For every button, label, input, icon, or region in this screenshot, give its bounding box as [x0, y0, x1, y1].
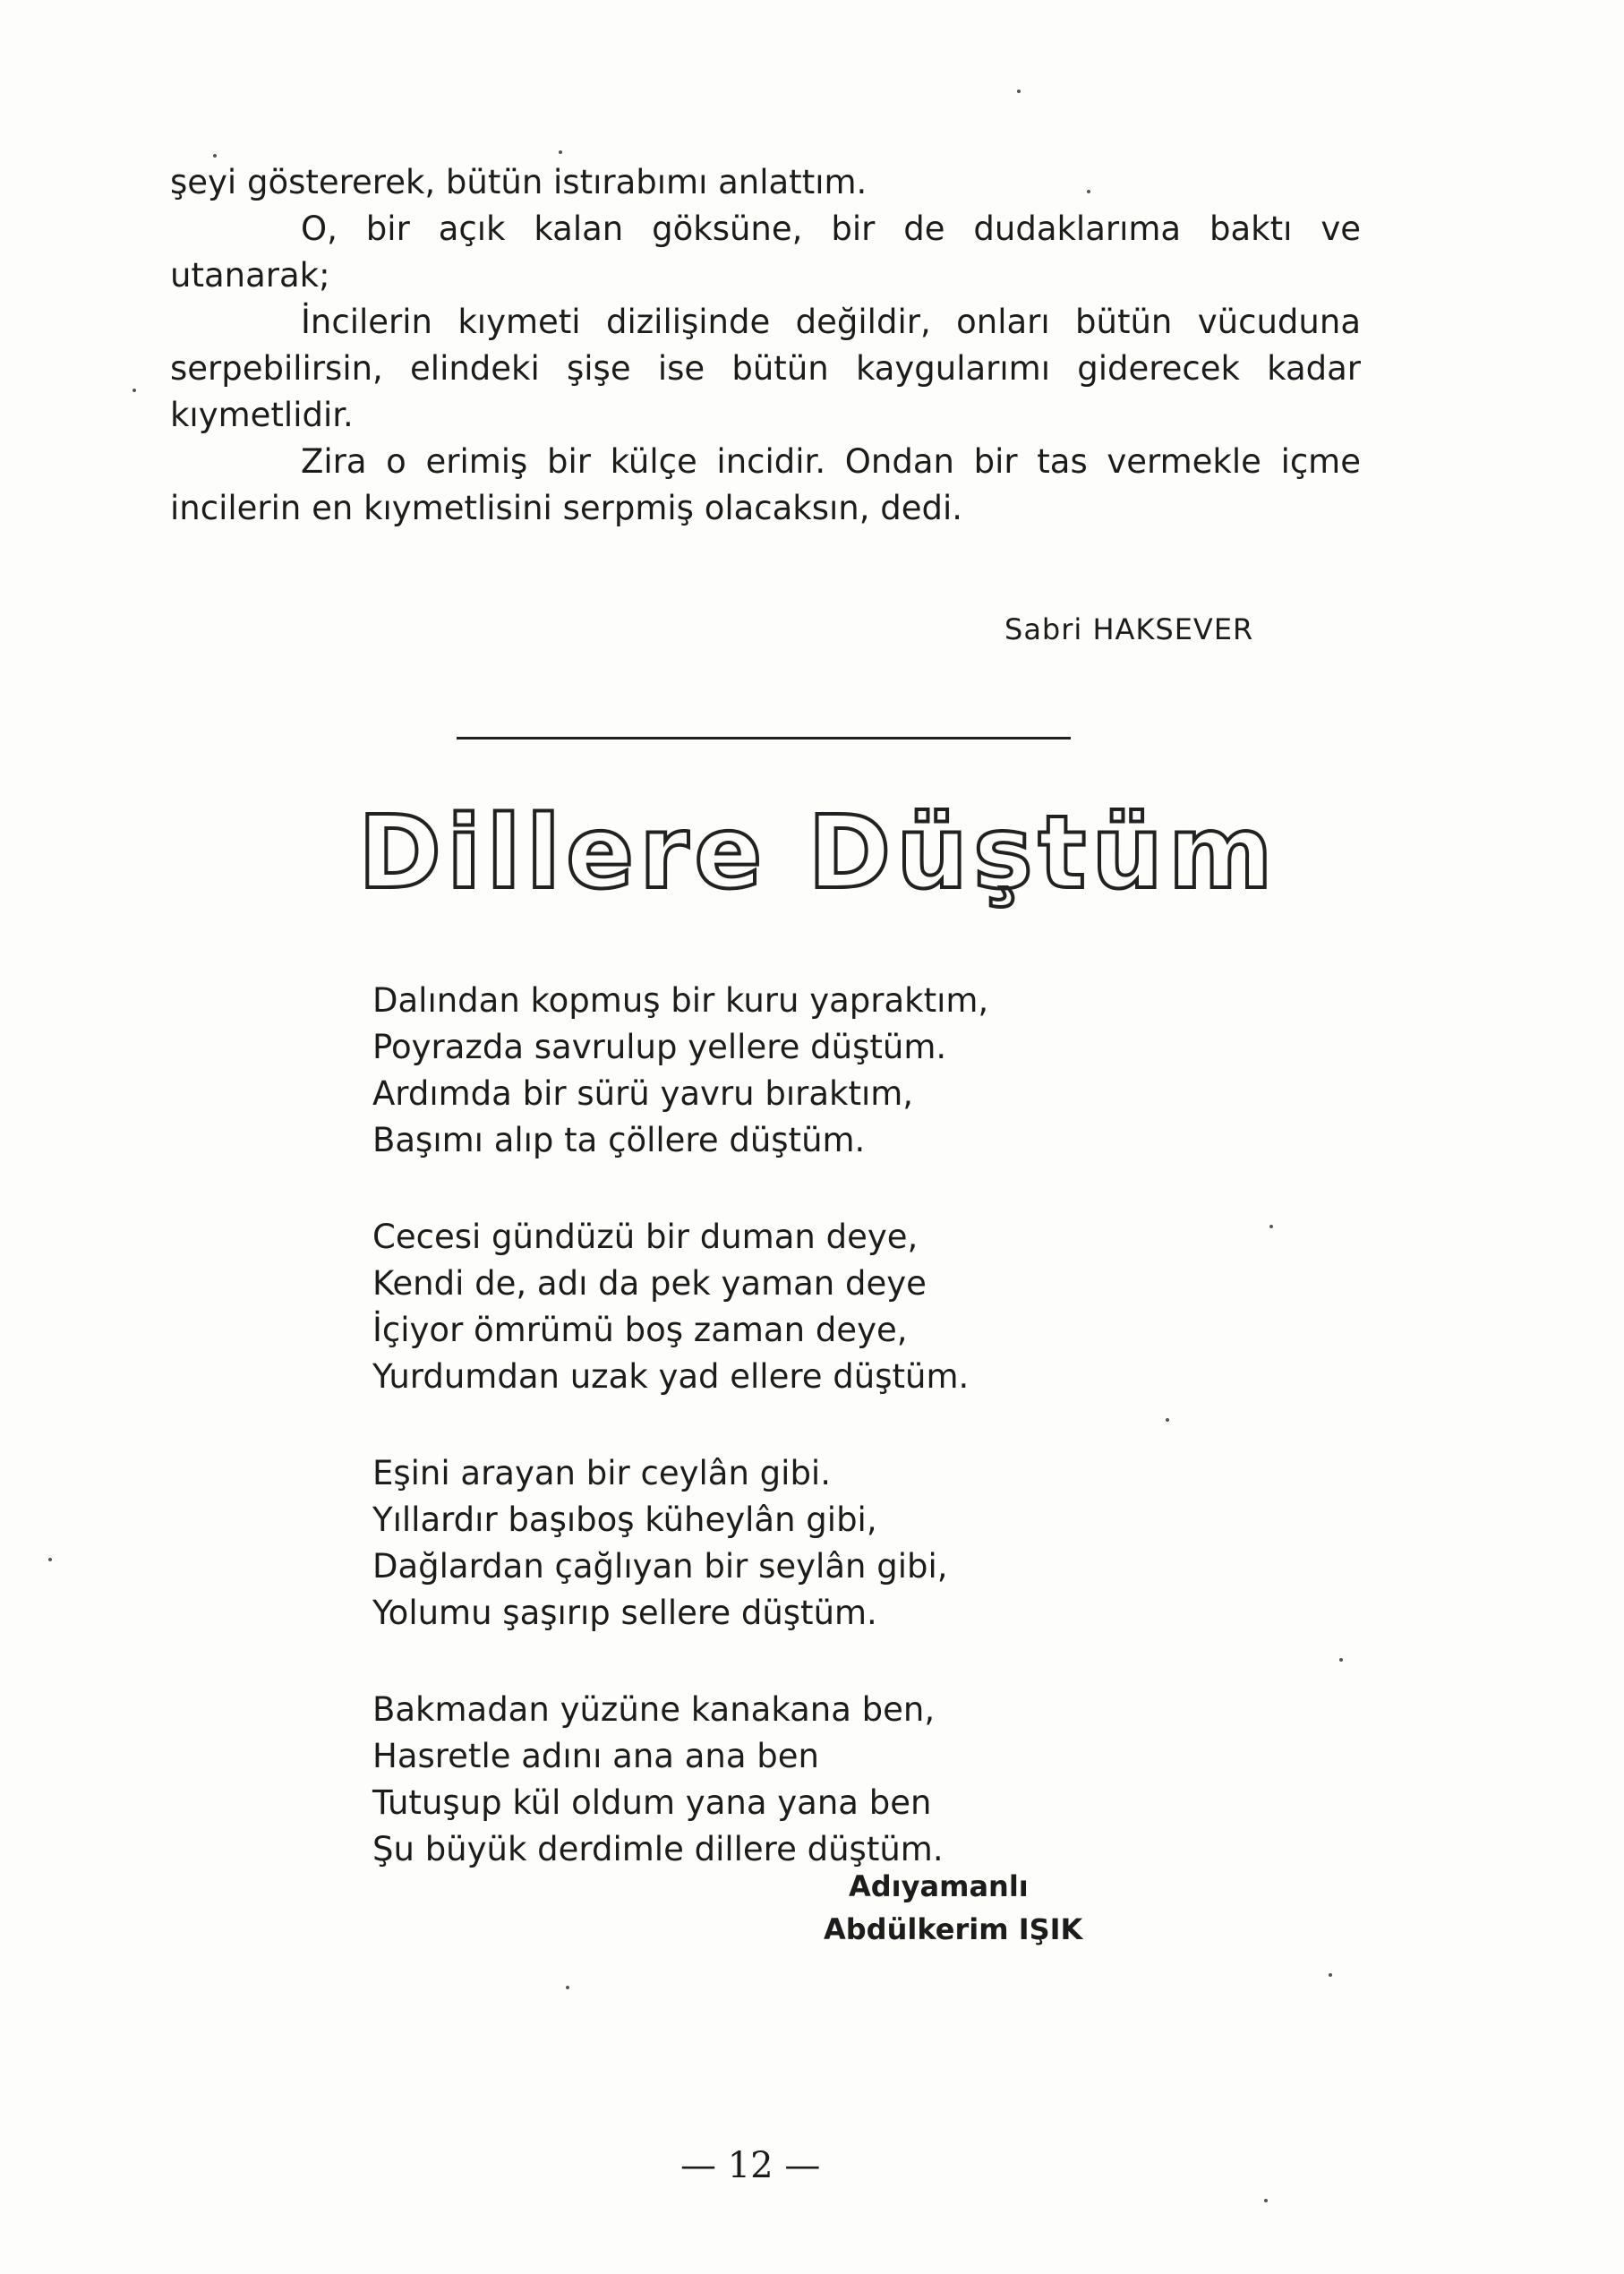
prose-paragraph: şeyi göstererek, bütün istırabımı anlattım.	[170, 163, 868, 201]
poem-line: Eşini arayan bir ceylân gibi.	[372, 1454, 831, 1492]
poem-line: Bakmadan yüzüne kanakana ben,	[372, 1690, 936, 1729]
poem-line: Dalından kopmuş bir kuru yapraktım,	[372, 981, 989, 1020]
scan-speck	[1339, 1658, 1343, 1662]
poem-signature-origin: Adıyamanlı	[849, 1869, 1029, 1903]
poem-line: Dağlardan çağlıyan bir seylân gibi,	[372, 1547, 948, 1586]
scan-speck	[1269, 1225, 1273, 1228]
poem-stanza	[372, 1687, 988, 1873]
prose-paragraph: O, bir açık kalan göksüne, bir de dudaklarıma baktı ve utanarak;	[170, 209, 1361, 295]
poem-line: Kendi de, adı da pek yaman deye	[372, 1264, 927, 1303]
poem-line: Yıllardır başıboş küheylân gibi,	[372, 1500, 877, 1539]
poem-line: Cecesi gündüzü bir duman deye,	[372, 1218, 919, 1256]
poem-signature-name: Abdülkerim IŞIK	[824, 1912, 1083, 1946]
poem-body	[372, 978, 988, 1873]
scan-speck	[559, 150, 562, 154]
scan-speck	[213, 154, 217, 158]
prose-paragraph: İncilerin kıymeti dizilişinde değildir, onları bütün vücuduna serpebilirsin, elindeki şişe ise bütün kaygularımı giderecek kadar kıymetlidir.	[170, 303, 1361, 434]
prose-author: Sabri HAKSEVER	[1004, 612, 1254, 646]
scan-speck	[48, 1558, 52, 1561]
poem-line: İçiyor ömrümü boş zaman deye,	[372, 1311, 908, 1349]
poem-title: Dillere Düştüm	[358, 795, 1278, 911]
page-number: — 12 —	[680, 2145, 821, 2186]
scan-speck	[132, 389, 136, 392]
poem-line: Yurdumdan uzak yad ellere düştüm.	[372, 1357, 970, 1396]
poem-stanza	[372, 1214, 988, 1400]
scan-speck	[1166, 1418, 1169, 1422]
poem-line: Tutuşup kül oldum yana yana ben	[372, 1783, 932, 1822]
scan-speck	[1087, 190, 1090, 193]
scan-speck	[1017, 90, 1021, 93]
poem-line: Ardımda bir sürü yavru bıraktım,	[372, 1074, 914, 1113]
poem-line: Yolumu şaşırıp sellere düştüm.	[372, 1594, 877, 1632]
poem-stanza	[372, 1450, 988, 1637]
poem-stanza	[372, 978, 988, 1164]
scan-speck	[566, 1986, 569, 1989]
poem-line: Poyrazda savrulup yellere düştüm.	[372, 1028, 947, 1066]
scan-speck	[1264, 2199, 1268, 2202]
poem-line: Şu büyük derdimle dillere düştüm.	[372, 1830, 944, 1868]
section-divider	[457, 737, 1071, 739]
scan-speck	[1329, 1973, 1332, 1977]
prose-paragraph: Zira o erimiş bir külçe incidir. Ondan bir tas vermekle içme incilerin en kıymetlisini serpmiş olacaksın, dedi.	[170, 442, 1361, 527]
poem-line: Hasretle adını ana ana ben	[372, 1737, 819, 1775]
poem-line: Başımı alıp ta çöllere düştüm.	[372, 1121, 866, 1159]
prose-section	[170, 159, 1361, 532]
